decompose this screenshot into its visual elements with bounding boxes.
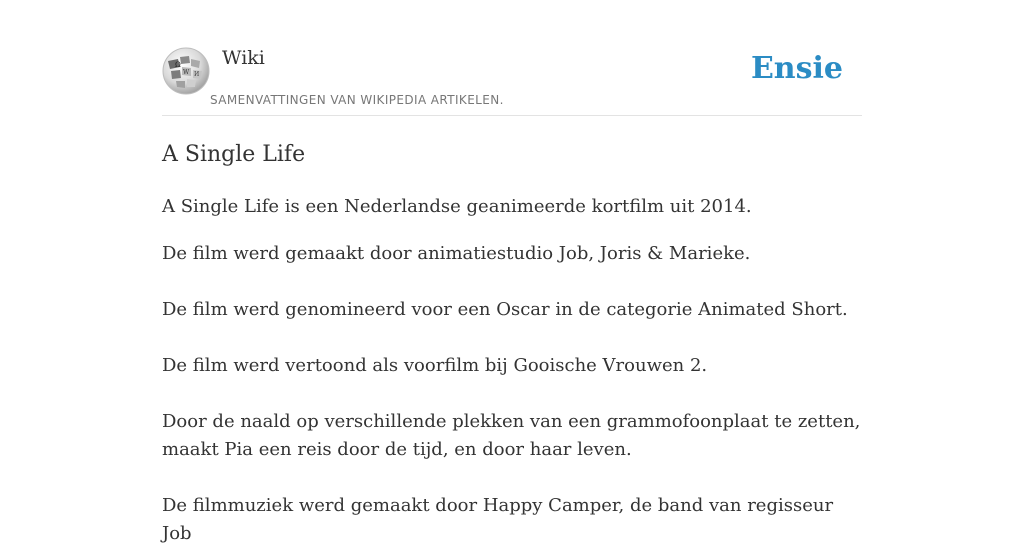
svg-text:Ω: Ω xyxy=(175,61,181,69)
site-header xyxy=(162,46,862,116)
wikipedia-globe-icon[interactable] xyxy=(162,47,210,95)
svg-text:W: W xyxy=(183,69,190,76)
site-name[interactable]: Wiki xyxy=(222,47,265,69)
article-paragraph: De film werd gemaakt door animatiestudio Job, Joris & Marieke. xyxy=(162,243,751,264)
article-paragraph: De film werd genomineerd voor een Oscar in de categorie Animated Short. xyxy=(162,299,848,320)
article-paragraph: De filmmuziek werd gemaakt door Happy Camper, de band van regisseur Job xyxy=(162,495,834,544)
article-paragraph: De film werd vertoond als voorfilm bij Gooische Vrouwen 2. xyxy=(162,355,708,376)
site-tagline: SAMENVATTINGEN VAN WIKIPEDIA ARTIKELEN. xyxy=(210,93,504,107)
brand-logo[interactable]: Ensie xyxy=(750,51,843,86)
svg-text:И: И xyxy=(194,71,200,78)
article-content xyxy=(162,193,862,548)
page xyxy=(162,0,862,548)
article-title: A Single Life xyxy=(162,142,306,167)
article-lead: A Single Life is een Nederlandse geanimeerde kortfilm uit 2014. xyxy=(162,196,752,217)
article-paragraph: Door de naald op verschillende plekken van een grammofoonplaat te zetten, maakt Pia een reis door de tijd, en door haar leven. xyxy=(162,411,861,460)
